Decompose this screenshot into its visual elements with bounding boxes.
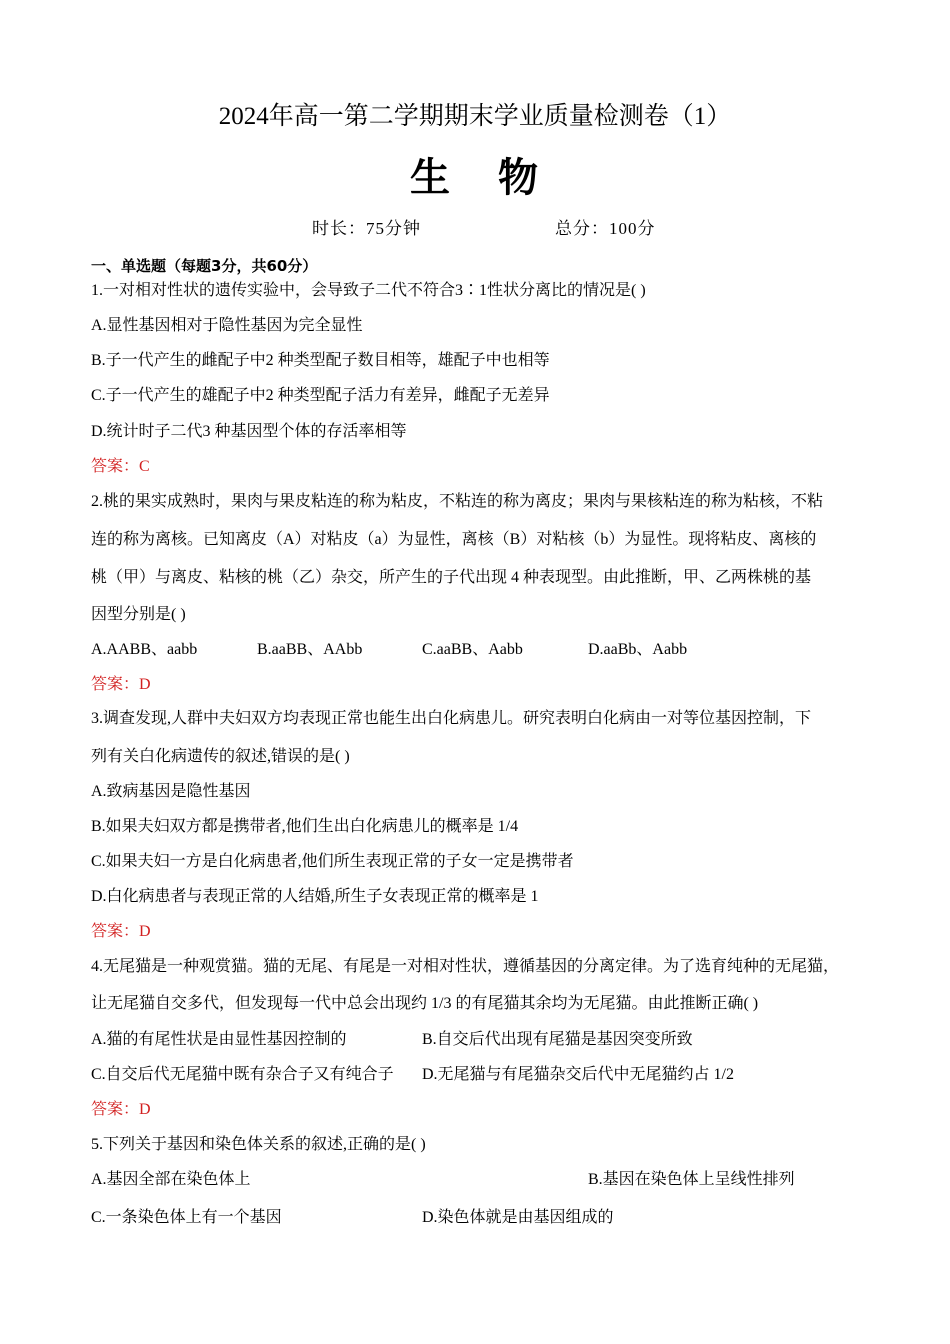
question-5-option-b: B.基因在染色体上呈线性排列 (588, 1171, 795, 1188)
question-3-option-b: B.如果夫妇双方都是携带者,他们生出白化病患儿的概率是 1/4 (91, 818, 519, 835)
question-3-stem-line-1: 3.调查发现,人群中夫妇双方均表现正常也能生出白化病患儿。研究表明白化病由一对等位基因控制，下 (91, 710, 812, 727)
question-5-option-d: D.染色体就是由基因组成的 (422, 1209, 614, 1226)
question-2-stem-line-4: 因型分别是( ) (91, 606, 186, 623)
exam-total-score: 总分：100分 (555, 219, 656, 238)
question-2-stem-line-1: 2.桃的果实成熟时，果肉与果皮粘连的称为粘皮，不粘连的称为离皮；果肉与果核粘连的称为粘核，不粘 (91, 493, 824, 510)
question-5-option-c: C.一条染色体上有一个基因 (91, 1209, 282, 1226)
question-2-stem-line-3: 桃（甲）与离皮、粘核的桃（乙）杂交，所产生的子代出现 4 种表现型。由此推断，甲、乙两株桃的基 (91, 569, 812, 586)
question-5-stem: 5.下列关于基因和染色体关系的叙述,正确的是( ) (91, 1136, 426, 1153)
question-4-answer: 答案：D (91, 1101, 151, 1118)
question-2-option-b: B.aaBB、AAbb (257, 641, 363, 658)
question-1-option-d: D.统计时子二代3 种基因型个体的存活率相等 (91, 423, 407, 440)
question-2-answer: 答案：D (91, 676, 151, 693)
question-4-stem-line-2: 让无尾猫自交多代，但发现每一代中总会出现约 1/3 的有尾猫其余均为无尾猫。由此推断正确( ) (91, 995, 759, 1012)
question-1-option-a: A.显性基因相对于隐性基因为完全显性 (91, 317, 363, 334)
question-3-answer: 答案：D (91, 923, 151, 940)
question-2-option-d: D.aaBb、Aabb (588, 641, 688, 658)
subject-char-2: 物 (498, 155, 540, 201)
question-3-option-d: D.白化病患者与表现正常的人结婚,所生子女表现正常的概率是 1 (91, 888, 539, 905)
question-1-stem: 1.一对相对性状的遗传实验中，会导致子二代不符合3∶1性状分离比的情况是( ) (91, 282, 646, 299)
question-4-option-a: A.猫的有尾性状是由显性基因控制的 (91, 1031, 347, 1048)
question-4-option-d: D.无尾猫与有尾猫杂交后代中无尾猫约占 1/2 (422, 1066, 735, 1083)
question-2-stem-line-2: 连的称为离核。已知离皮（A）对粘皮（a）为显性，离核（B）对粘核（b）为显性。现将粘皮、离核的 (91, 531, 817, 548)
question-3-option-a: A.致病基因是隐性基因 (91, 783, 251, 800)
exam-duration: 时长：75分钟 (312, 219, 421, 238)
section-heading: 一、单选题（每题3分，共60分） (91, 257, 318, 275)
question-5-option-a: A.基因全部在染色体上 (91, 1171, 251, 1188)
question-2-option-a: A.AABB、aabb (91, 641, 198, 658)
question-4-option-b: B.自交后代出现有尾猫是基因突变所致 (422, 1031, 693, 1048)
question-3-option-c: C.如果夫妇一方是白化病患者,他们所生表现正常的子女一定是携带者 (91, 853, 574, 870)
question-1-option-c: C.子一代产生的雄配子中2 种类型配子活力有差异，雌配子无差异 (91, 387, 550, 404)
question-1-option-b: B.子一代产生的雌配子中2 种类型配子数目相等，雄配子中也相等 (91, 352, 550, 369)
question-4-stem-line-1: 4.无尾猫是一种观赏猫。猫的无尾、有尾是一对相对性状，遵循基因的分离定律。为了选育纯种的无尾猫， (91, 958, 840, 975)
subject-title (0, 152, 950, 204)
question-3-stem-line-2: 列有关白化病遗传的叙述,错误的是( ) (91, 748, 350, 765)
subject-char-1: 生 (410, 155, 452, 201)
question-2-option-c: C.aaBB、Aabb (422, 641, 523, 658)
exam-title: 2024年高一第二学期期末学业质量检测卷（1） (218, 103, 732, 130)
question-1-answer: 答案：C (91, 458, 150, 475)
question-4-option-c: C.自交后代无尾猫中既有杂合子又有纯合子 (91, 1066, 394, 1083)
